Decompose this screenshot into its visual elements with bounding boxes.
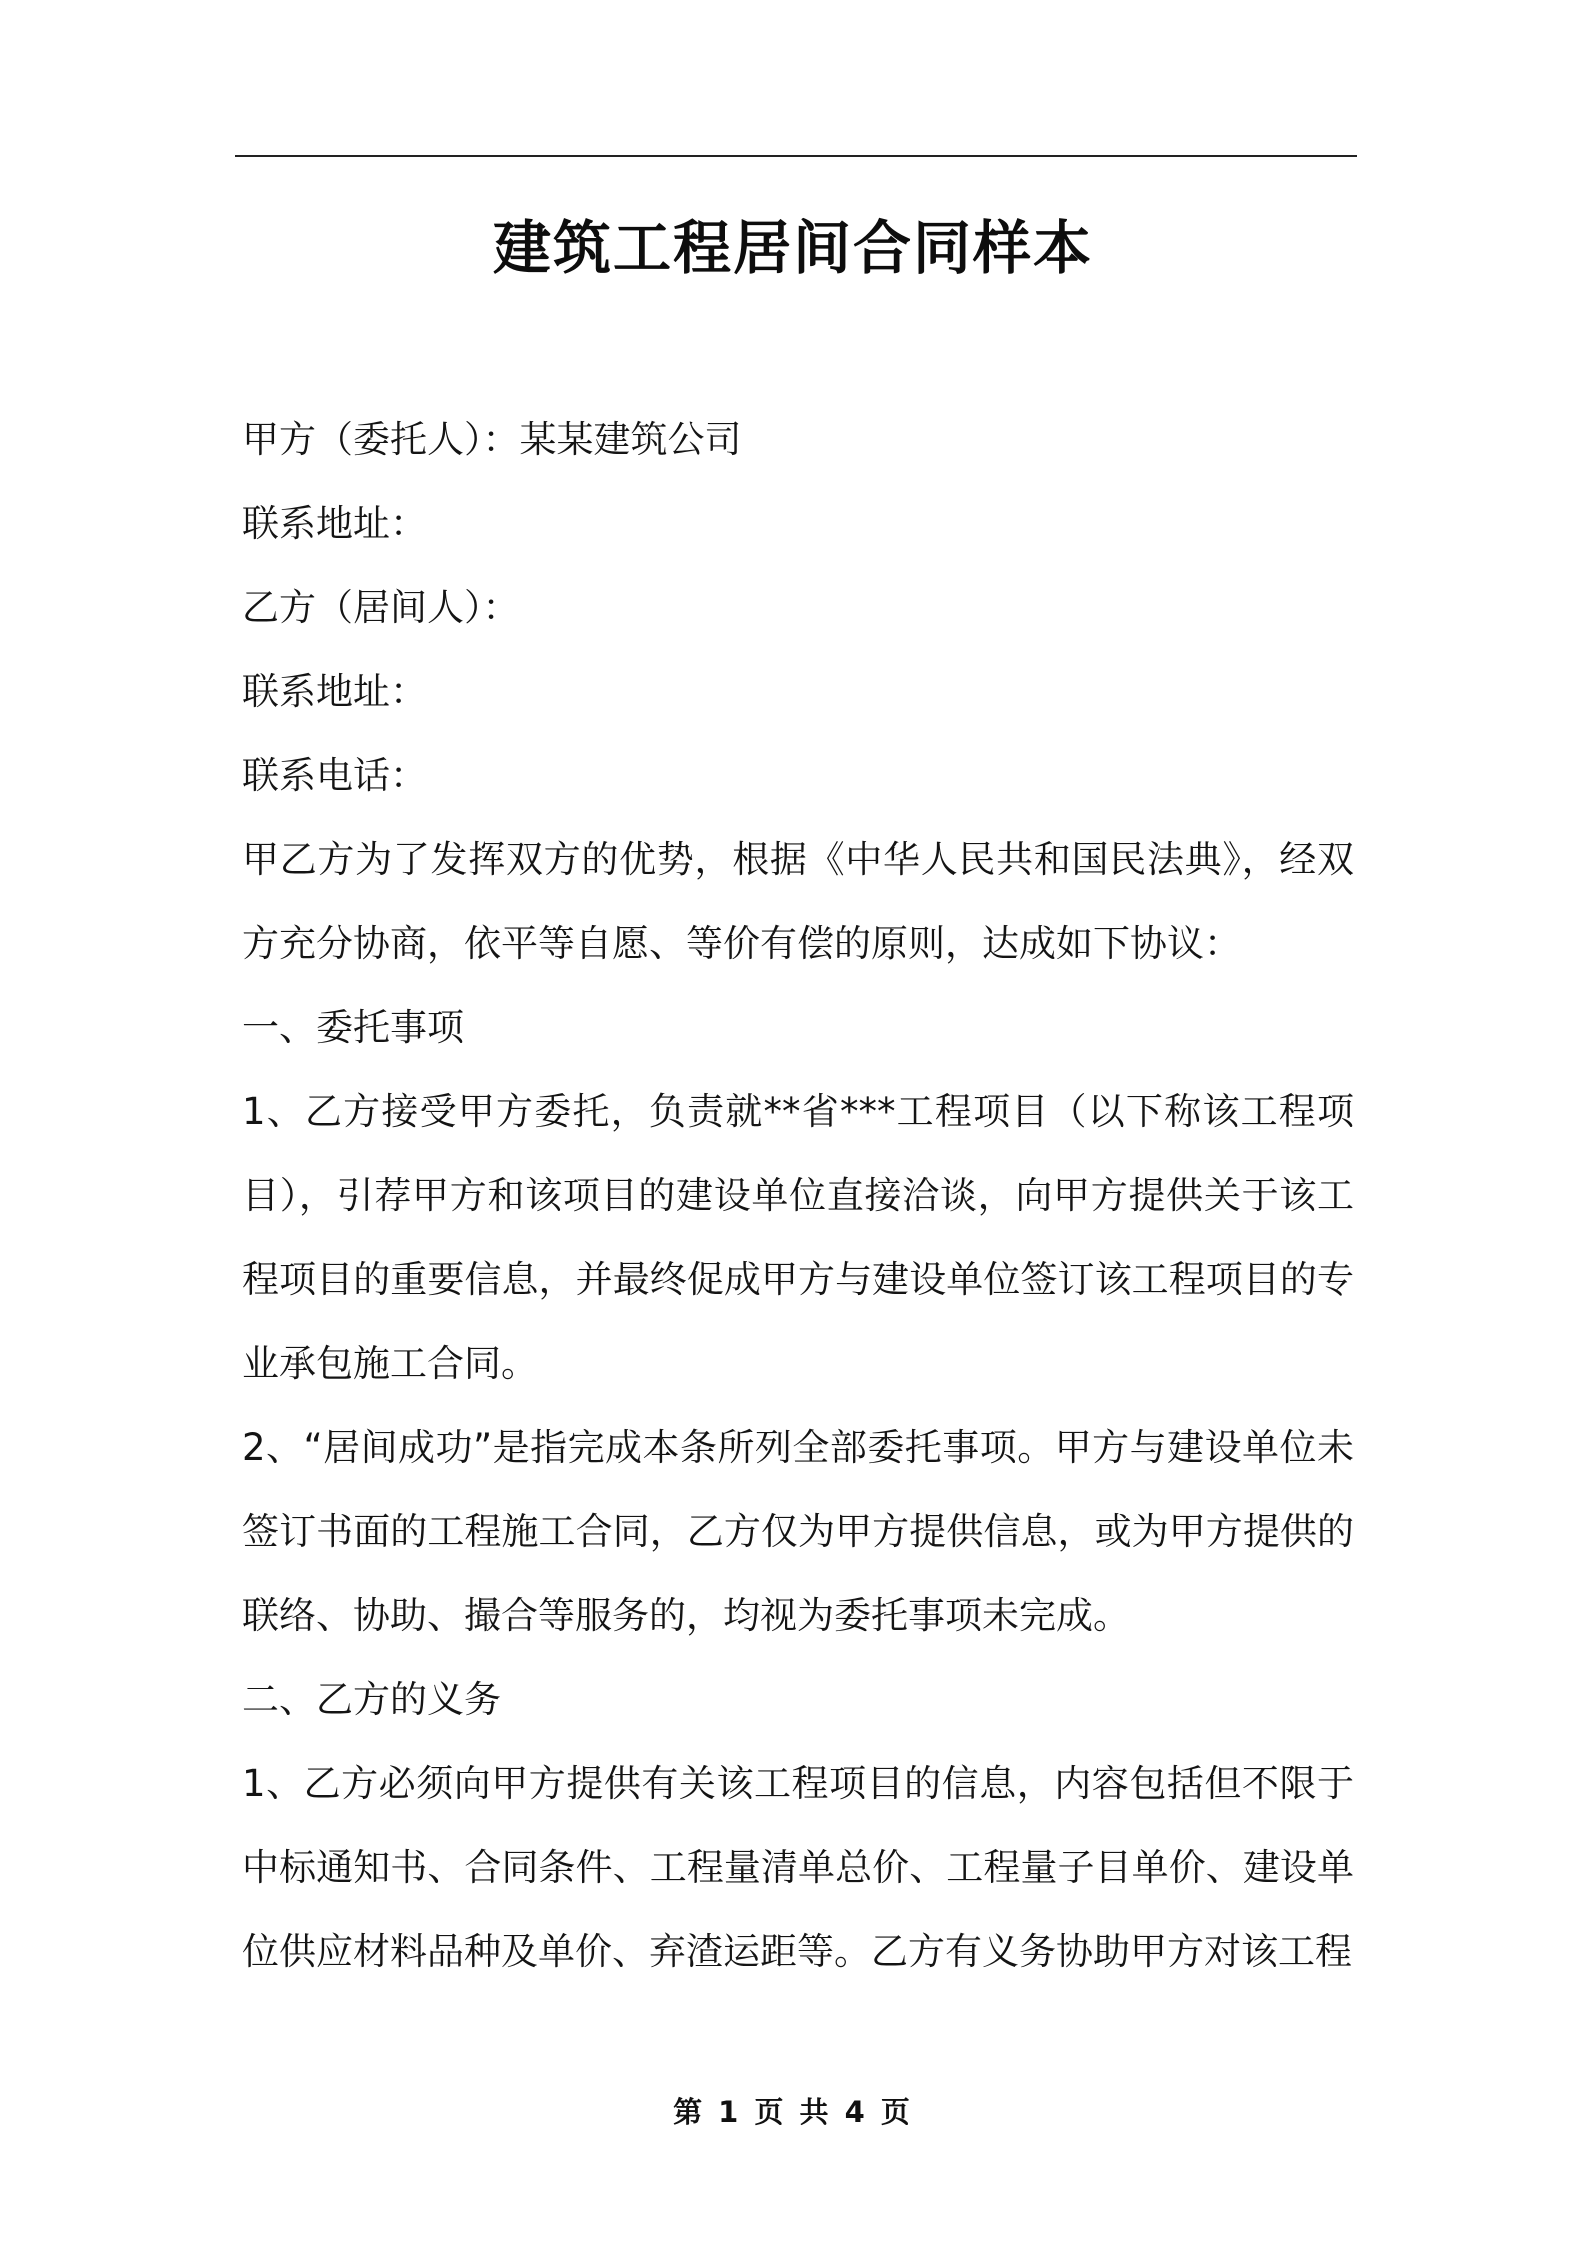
document-title: 建筑工程居间合同样本 (492, 214, 1093, 282)
page-number-footer: 第 1 页 共 4 页 (673, 2095, 913, 2129)
party-a-line: 甲方（委托人）：某某建筑公司 (242, 418, 742, 461)
party-b-phone-line: 联系电话： (242, 754, 427, 797)
section-1-heading: 一、委托事项 (242, 1006, 464, 1049)
party-a-address-line: 联系地址： (242, 502, 427, 545)
party-b-address-line: 联系地址： (242, 670, 427, 713)
header-rule (235, 155, 1357, 157)
section-1-item-2: 2、“居间成功”是指完成本条所列全部委托事项。甲方与建设单位未签订书面的工程施工合同，乙方仅为甲方提供信息，或为甲方提供的联络、协助、撮合等服务的，均视为委托事项未完成。 (242, 1426, 1354, 1637)
section-2-heading: 二、乙方的义务 (242, 1678, 501, 1721)
document-body (242, 398, 1354, 1994)
section-2-item-1: 1、乙方必须向甲方提供有关该工程项目的信息，内容包括但不限于中标通知书、合同条件、工程量清单总价、工程量子目单价、建设单位供应材料品种及单价、弃渣运距等。乙方有义务协助甲方对该工程 (242, 1762, 1354, 1973)
preamble-paragraph: 甲乙方为了发挥双方的优势，根据《中华人民共和国民法典》，经双方充分协商，依平等自愿、等价有偿的原则，达成如下协议： (242, 838, 1354, 965)
party-b-line: 乙方（居间人）： (242, 586, 520, 629)
section-1-item-1: 1、乙方接受甲方委托，负责就**省***工程项目（以下称该工程项目），引荐甲方和该项目的建设单位直接洽谈，向甲方提供关于该工程项目的重要信息，并最终促成甲方与建设单位签订该工程项目的专业承包施工合同。 (242, 1090, 1354, 1385)
